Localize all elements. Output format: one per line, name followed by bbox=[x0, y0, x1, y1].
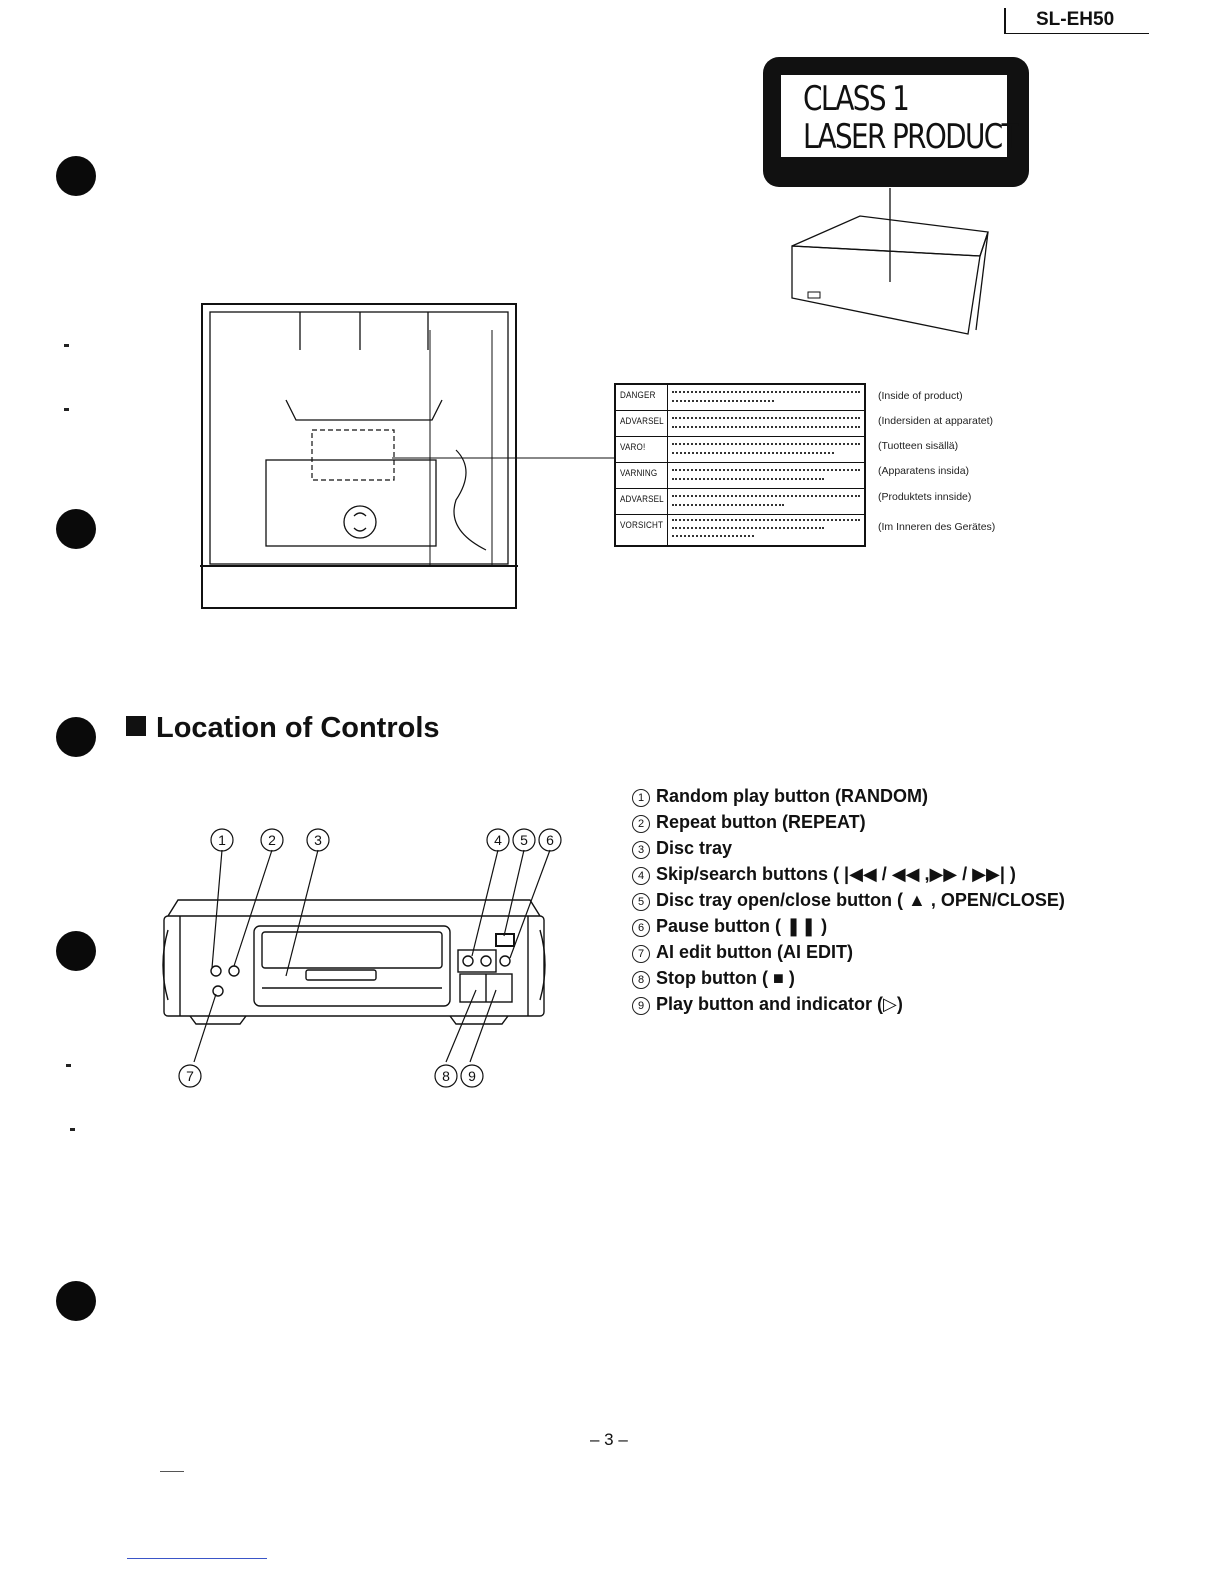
warning-row bbox=[616, 515, 864, 545]
punch-hole bbox=[56, 156, 96, 196]
control-label: Disc tray bbox=[656, 838, 733, 858]
fine-print bbox=[672, 519, 860, 524]
warning-row bbox=[616, 411, 864, 437]
control-item bbox=[632, 916, 827, 937]
model-number: SL-EH50 bbox=[1004, 8, 1149, 34]
label-location-text: (Indersiden at apparatet) bbox=[878, 415, 993, 427]
callout-7: 7 bbox=[186, 1068, 194, 1084]
page-number: – 3 – bbox=[590, 1430, 628, 1449]
footer-rule bbox=[160, 1471, 184, 1472]
number-badge: 1 bbox=[632, 789, 650, 807]
label-location-text: (Apparatens insida) bbox=[878, 465, 970, 477]
number-badge: 5 bbox=[632, 893, 650, 911]
number-badge: 3 bbox=[632, 841, 650, 859]
label-location-text: (Tuotteen sisällä) bbox=[878, 440, 959, 452]
warning-word: ADVARSEL bbox=[620, 416, 664, 427]
divider bbox=[667, 437, 668, 462]
callout-4: 4 bbox=[494, 832, 502, 848]
fine-print bbox=[672, 495, 860, 500]
warning-word: DANGER bbox=[620, 390, 656, 401]
control-label: Skip/search buttons ( |◀◀ / ◀◀ ,▶▶ / ▶▶| ) bbox=[656, 864, 1016, 884]
class1-laser-label bbox=[763, 57, 1029, 187]
fine-print bbox=[672, 426, 860, 431]
front-panel-illustration bbox=[150, 820, 590, 1100]
control-item bbox=[632, 812, 866, 833]
fine-print bbox=[672, 527, 824, 532]
fine-print bbox=[672, 400, 774, 405]
control-item bbox=[632, 994, 903, 1015]
control-item bbox=[632, 942, 853, 963]
scan-mark bbox=[64, 344, 69, 347]
fine-print bbox=[672, 452, 834, 457]
number-badge: 9 bbox=[632, 997, 650, 1015]
divider bbox=[667, 489, 668, 514]
warning-row bbox=[616, 385, 864, 411]
control-label: Repeat button (REPEAT) bbox=[656, 812, 866, 832]
number-badge: 8 bbox=[632, 971, 650, 989]
callout-2: 2 bbox=[268, 832, 276, 848]
scan-mark bbox=[64, 408, 69, 411]
product-interior-illustration bbox=[196, 300, 626, 612]
footer-blue-rule bbox=[127, 1558, 267, 1559]
product-box-illustration bbox=[780, 180, 1000, 340]
fine-print bbox=[672, 504, 784, 509]
callout-9: 9 bbox=[468, 1068, 476, 1084]
control-item bbox=[632, 890, 1065, 911]
square-bullet-icon bbox=[126, 716, 146, 736]
section-heading bbox=[126, 712, 440, 745]
control-label: Pause button ( ❚❚ ) bbox=[656, 916, 828, 936]
label-location-text: (Produktets innside) bbox=[878, 491, 972, 503]
number-badge: 2 bbox=[632, 815, 650, 833]
punch-hole bbox=[56, 717, 96, 757]
fine-print bbox=[672, 478, 824, 483]
callout-8: 8 bbox=[442, 1068, 450, 1084]
divider bbox=[667, 463, 668, 488]
control-item bbox=[632, 864, 1016, 885]
fine-print bbox=[672, 443, 860, 448]
control-item bbox=[632, 968, 795, 989]
fine-print bbox=[672, 417, 860, 422]
number-badge: 4 bbox=[632, 867, 650, 885]
number-badge: 7 bbox=[632, 945, 650, 963]
warning-row bbox=[616, 489, 864, 515]
warning-row bbox=[616, 463, 864, 489]
section-title: Location of Controls bbox=[156, 712, 440, 744]
label-location-text: (Inside of product) bbox=[878, 390, 963, 402]
scan-mark bbox=[70, 1128, 75, 1131]
punch-hole bbox=[56, 509, 96, 549]
warning-word: VARO! bbox=[620, 442, 646, 453]
control-item bbox=[632, 838, 732, 859]
control-label: Play button and indicator (▷) bbox=[656, 994, 903, 1014]
callout-5: 5 bbox=[520, 832, 528, 848]
divider bbox=[667, 385, 668, 410]
control-label: Disc tray open/close button ( ▲ , OPEN/CLOSE) bbox=[656, 890, 1065, 910]
divider bbox=[667, 411, 668, 436]
divider bbox=[667, 515, 668, 545]
punch-hole bbox=[56, 931, 96, 971]
warning-word: VARNING bbox=[620, 468, 658, 479]
fine-print bbox=[672, 535, 754, 540]
laser-label-line2: LASER PRODUCT bbox=[803, 117, 1017, 157]
control-label: Random play button (RANDOM) bbox=[656, 786, 928, 806]
callout-3: 3 bbox=[314, 832, 322, 848]
warning-row bbox=[616, 437, 864, 463]
callout-1: 1 bbox=[218, 832, 226, 848]
control-label: AI edit button (AI EDIT) bbox=[656, 942, 853, 962]
fine-print bbox=[672, 469, 860, 474]
scan-mark bbox=[66, 1064, 71, 1067]
control-label: Stop button ( ■ ) bbox=[656, 968, 795, 988]
callout-6: 6 bbox=[546, 832, 554, 848]
laser-label-line1: CLASS 1 bbox=[803, 79, 909, 119]
laser-warning-label bbox=[614, 383, 866, 547]
label-location-text: (Im Inneren des Gerätes) bbox=[878, 521, 996, 533]
fine-print bbox=[672, 391, 860, 396]
punch-hole bbox=[56, 1281, 96, 1321]
warning-word: VORSICHT bbox=[620, 520, 664, 531]
control-item bbox=[632, 786, 928, 807]
number-badge: 6 bbox=[632, 919, 650, 937]
warning-word: ADVARSEL bbox=[620, 494, 664, 505]
